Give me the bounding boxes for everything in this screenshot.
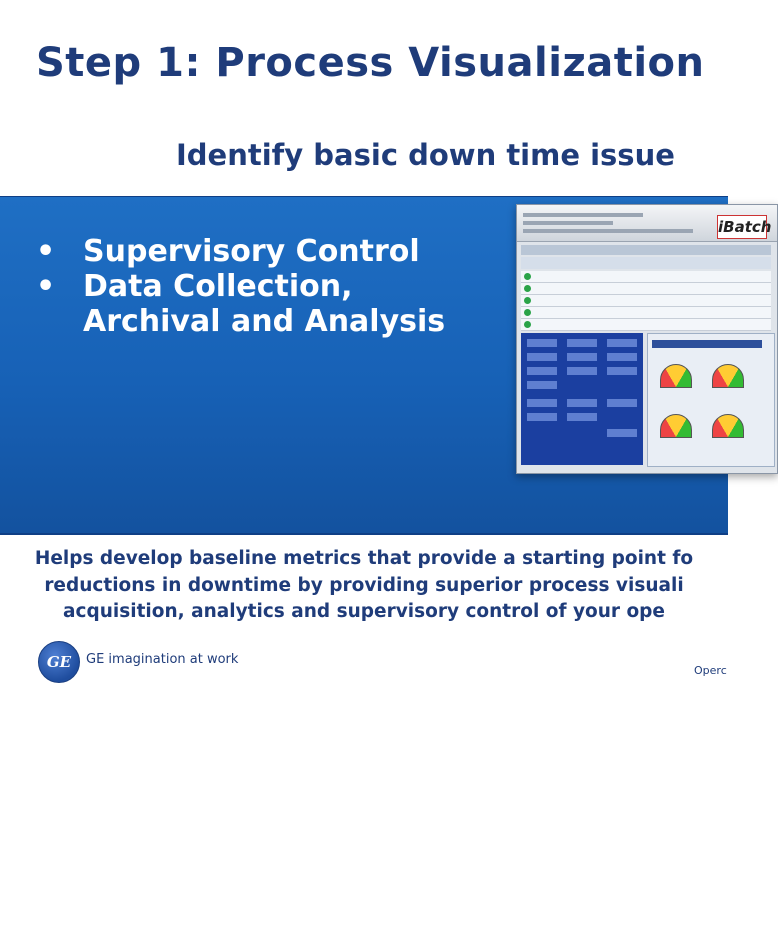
footer-right-text: Operc (694, 664, 727, 677)
caption-line: acquisition, analytics and supervisory control of your ope (63, 601, 665, 622)
navigation-panel (521, 333, 643, 465)
gauge-icon (712, 414, 744, 438)
bullet-marker: • (36, 269, 56, 304)
nav-column (525, 339, 559, 459)
nav-cell (567, 399, 597, 407)
slide-title: Step 1: Process Visualization (36, 40, 705, 86)
bullet-marker: • (36, 234, 56, 269)
table-row (521, 283, 771, 295)
ibatch-logo: iBatch (717, 215, 767, 239)
nav-cell (527, 413, 557, 421)
toolbar (523, 221, 613, 225)
status-dot-icon (524, 297, 531, 304)
table-header (521, 257, 771, 269)
status-dot-icon (524, 321, 531, 328)
nav-cell (567, 353, 597, 361)
nav-cell (527, 367, 557, 375)
dashboard-screenshot (516, 204, 778, 474)
nav-column (565, 339, 599, 459)
nav-cell (607, 429, 637, 437)
status-dot-icon (524, 285, 531, 292)
dashboard-title-bar (521, 245, 771, 255)
nav-cell (527, 353, 557, 361)
gauge-icon (712, 364, 744, 388)
address-bar (523, 229, 693, 233)
ge-logo-icon: GE (38, 641, 80, 683)
oee-panel (647, 333, 775, 467)
nav-cell (607, 399, 637, 407)
nav-cell (567, 413, 597, 421)
nav-cell (607, 367, 637, 375)
nav-cell (607, 353, 637, 361)
caption-line: reductions in downtime by providing superior process visuali (44, 574, 684, 596)
oee-panel-header (652, 340, 762, 348)
table-row (521, 319, 771, 331)
nav-column (605, 339, 639, 459)
caption-line: Helps develop baseline metrics that provide a starting point fo (34, 548, 694, 569)
status-dot-icon (524, 273, 531, 280)
table-row (521, 307, 771, 319)
bullet-item (36, 234, 463, 269)
bullet-label: Supervisory Control (83, 234, 420, 269)
menu-bar (523, 213, 643, 217)
bullet-item (36, 269, 463, 339)
nav-cell (527, 381, 557, 389)
nav-cell (527, 399, 557, 407)
slide-subtitle: Identify basic down time issue (176, 138, 675, 172)
nav-cell (607, 339, 637, 347)
nav-cell (527, 339, 557, 347)
slide-caption (0, 546, 728, 626)
bullet-list (36, 234, 463, 339)
gauge-icon (660, 414, 692, 438)
status-dot-icon (524, 309, 531, 316)
bullet-label: Data Collection, Archival and Analysis (83, 269, 446, 339)
nav-cell (567, 367, 597, 375)
table-row (521, 271, 771, 283)
nav-cell (567, 339, 597, 347)
ge-tagline: GE imagination at work (86, 652, 239, 667)
table-row (521, 295, 771, 307)
gauge-icon (660, 364, 692, 388)
